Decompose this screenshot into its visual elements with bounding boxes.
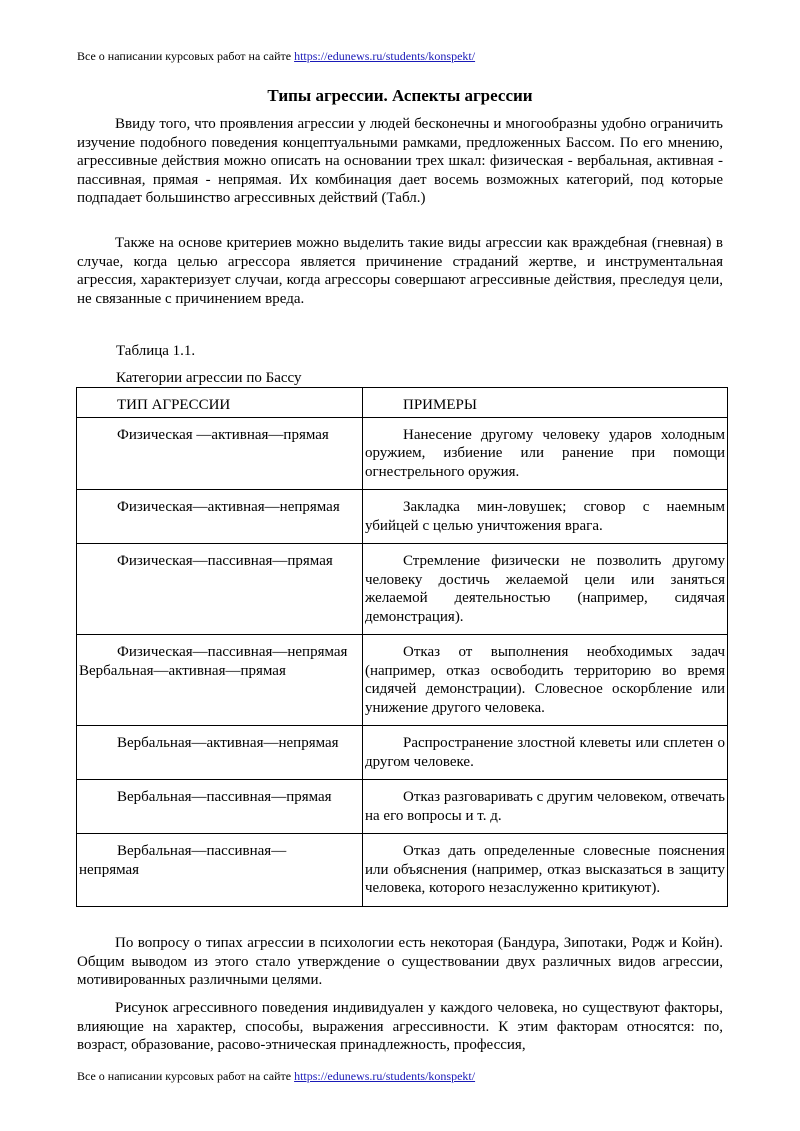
table-row — [77, 726, 728, 780]
aggression-type-cell: Физическая—пассивная—прямая — [77, 544, 363, 635]
aggression-type-cell: Вербальная—пассивная—непрямая — [77, 834, 363, 907]
example-cell: Нанесение другому человеку ударов холодным оружием, избиение или ранение при помощи огнестрельного оружия. — [363, 417, 728, 490]
aggression-type-cell: Физическая—активная—непрямая — [77, 490, 363, 544]
example-cell: Отказ от выполнения необходимых задач (например, отказ освободить территорию во время сидячей демонстрации). Словесное оскорбление или унижение другого человека. — [363, 635, 728, 726]
paragraph-types: По вопросу о типах агрессии в психологии есть некоторая (Бандура, Зипотаки, Родж и Койн). Общим выводом из этого стало утверждение о существовании двух различных видов агрессии, мотивированных различными целями. — [77, 935, 723, 988]
table-row — [77, 417, 728, 490]
example-cell: Стремление физически не позволить другому человеку достичь желаемой цели или заняться желаемой деятельностью (например, сидячая демонстрация). — [363, 544, 728, 635]
page-header — [77, 49, 475, 63]
footer-text: Все о написании курсовых работ на сайте — [77, 1069, 295, 1083]
example-cell: Закладка мин-ловушек; сговор с наемным убийцей с целью уничтожения врага. — [363, 490, 728, 544]
aggression-type-cell: Вербальная—активная—непрямая — [77, 726, 363, 780]
paragraph-intro: Ввиду того, что проявления агрессии у людей бесконечны и многообразны удобно ограничить изучение подобного поведения концептуальными рамками, предложенных Бассом. По его мнению, агрессивные действия можно описать на основании трех шкал: физическая - вербальная, активная - пассивная, прямая - непрямая. Их комбинация дает восемь возможных категорий, под которые подпадает большинство агрессивных действий (Табл.) — [77, 116, 723, 206]
example-cell: Распространение злостной клеветы или сплетен о другом человеке. — [363, 726, 728, 780]
footer-link[interactable]: https://edunews.ru/students/konspekt/ — [294, 1069, 476, 1083]
aggression-type-cell: Вербальная—пассивная—прямая — [77, 780, 363, 834]
page-footer — [77, 1069, 475, 1083]
table-number: Таблица 1.1. — [116, 343, 196, 359]
table-row — [77, 635, 728, 726]
paragraph-factors: Рисунок агрессивного поведения индивидуален у каждого человека, но существуют факторы, влияющие на характер, способы, выражения агрессивности. К этим факторам относятся: по, возраст, образование, расово-этническая принадлежность, профессия, — [77, 1000, 723, 1053]
header-text: Все о написании курсовых работ на сайте — [77, 49, 295, 63]
column-header-examples: ПРИМЕРЫ — [363, 388, 728, 418]
table-header-row — [77, 388, 728, 418]
table-row — [77, 544, 728, 635]
example-cell: Отказ дать определенные словесные пояснения или объяснения (например, отказ высказаться в защиту человека, которого незаслуженно критикуют). — [363, 834, 728, 907]
table-row — [77, 490, 728, 544]
paragraph-criteria: Также на основе критериев можно выделить такие виды агрессии как враждебная (гневная) в случае, когда целью агрессора является причинение страданий жертве, и инструментальная агрессия, характеризует случаи, когда агрессоры совершают агрессивные действия, преследуя цели, не связанные с причинением вреда. — [77, 235, 723, 307]
column-header-type: ТИП АГРЕССИИ — [77, 388, 363, 418]
aggression-type-cell: Физическая —активная—прямая — [77, 417, 363, 490]
table-row — [77, 780, 728, 834]
page-title: Типы агрессии. Аспекты агрессии — [267, 86, 533, 105]
example-cell: Отказ разговаривать с другим человеком, отвечать на его вопросы и т. д. — [363, 780, 728, 834]
aggression-table — [76, 387, 728, 907]
table-row — [77, 834, 728, 907]
header-link[interactable]: https://edunews.ru/students/konspekt/ — [294, 49, 476, 63]
aggression-type-cell: Физическая—пассивная—непрямая Вербальная—активная—прямая — [77, 635, 363, 726]
table-caption: Категории агрессии по Бассу — [116, 370, 302, 386]
